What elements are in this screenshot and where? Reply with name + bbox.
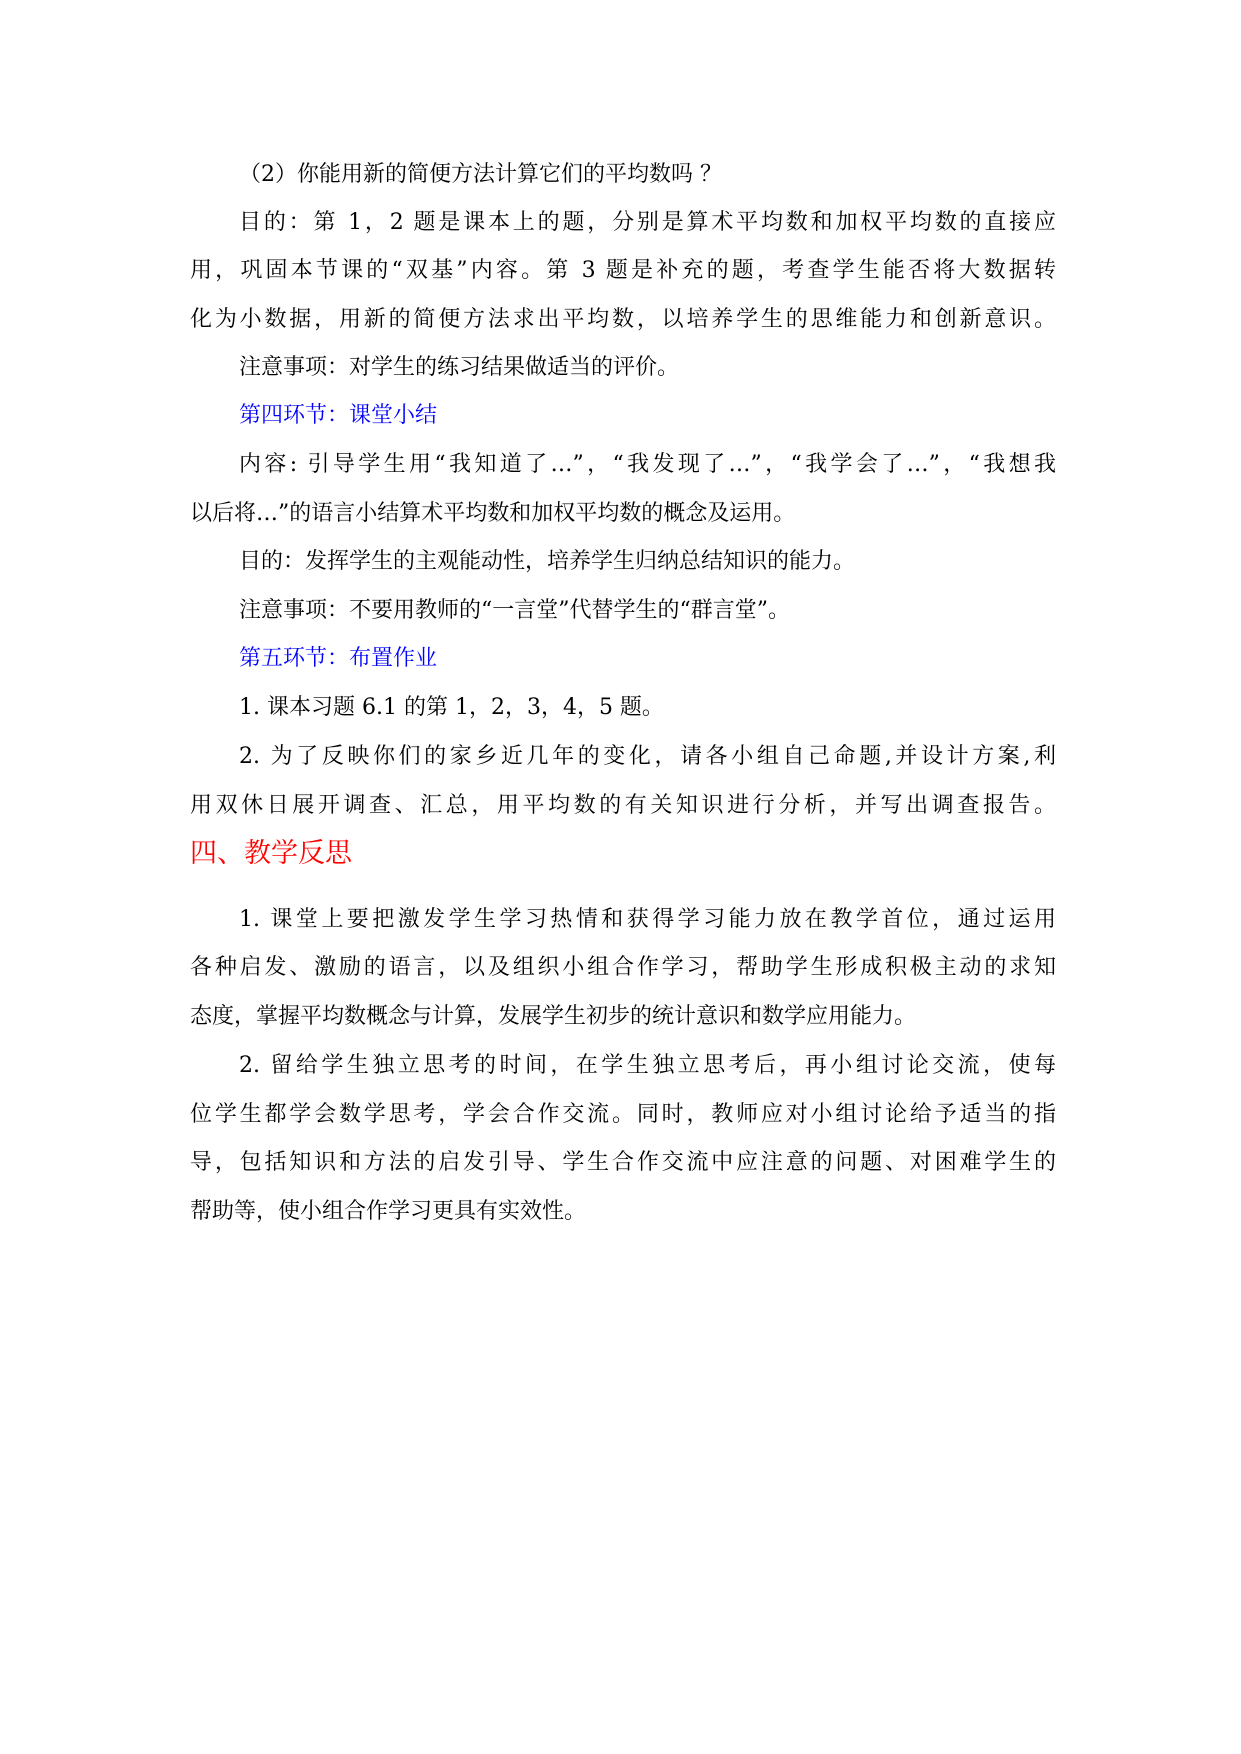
paragraph-line: 位学生都学会数学思考，学会合作交流。同时，教师应对小组讨论给予适当的指 [190,1102,1056,1127]
paragraph-line: 内容: 引导学生用“我知道了…”，“我发现了…”，“我学会了…”，“我想我 [239,452,1056,477]
paragraph-line: 用，巩固本节课的“双基”内容。第 3 题是补充的题，考查学生能否将大数据转 [190,258,1056,283]
section-heading: 第四环节：课堂小结 [239,403,438,428]
paragraph-line: 以后将…”的语言小结算术平均数和加权平均数的概念及运用。 [190,501,796,526]
paragraph-line: 化为小数据，用新的简便方法求出平均数，以培养学生的思维能力和创新意识。 [190,307,1056,332]
question-line: （2）你能用新的简便方法计算它们的平均数吗 ？ [239,162,722,187]
list-item: 1. 课堂上要把激发学生学习热情和获得学习能力放在教学首位，通过运用 [239,907,1056,932]
paragraph-line: 导，包括知识和方法的启发引导、学生合作交流中应注意的问题、对困难学生的 [190,1150,1056,1175]
section-heading: 第五环节：布置作业 [239,646,438,671]
chapter-heading: 四、教学反思 [190,838,352,869]
paragraph-line: 态度，掌握平均数概念与计算，发展学生初步的统计意识和数学应用能力。 [190,1004,917,1029]
paragraph-line: 目的：第 1，2 题是课本上的题，分别是算术平均数和加权平均数的直接应 [239,210,1056,235]
paragraph-line: 各种启发、激励的语言，以及组织小组合作学习，帮助学生形成积极主动的求知 [190,955,1056,980]
paragraph-line: 注意事项：不要用教师的“一言堂”代替学生的“群言堂”。 [239,598,790,623]
paragraph-line: 帮助等，使小组合作学习更具有实效性。 [190,1199,587,1224]
paragraph-line: 用双休日展开调查、汇总，用平均数的有关知识进行分析，并写出调查报告。 [190,793,1056,818]
list-item: 2. 留给学生独立思考的时间，在学生独立思考后，再小组讨论交流，使每 [239,1053,1056,1078]
paragraph-line: 目的：发挥学生的主观能动性，培养学生归纳总结知识的能力。 [239,549,856,574]
list-item: 2. 为了反映你们的家乡近几年的变化，请各小组自己命题,并设计方案,利 [239,744,1056,769]
paragraph-line: 注意事项：对学生的练习结果做适当的评价。 [239,355,680,380]
list-item: 1. 课本习题 6.1 的第 1，2，3，4，5 题。 [239,695,664,720]
